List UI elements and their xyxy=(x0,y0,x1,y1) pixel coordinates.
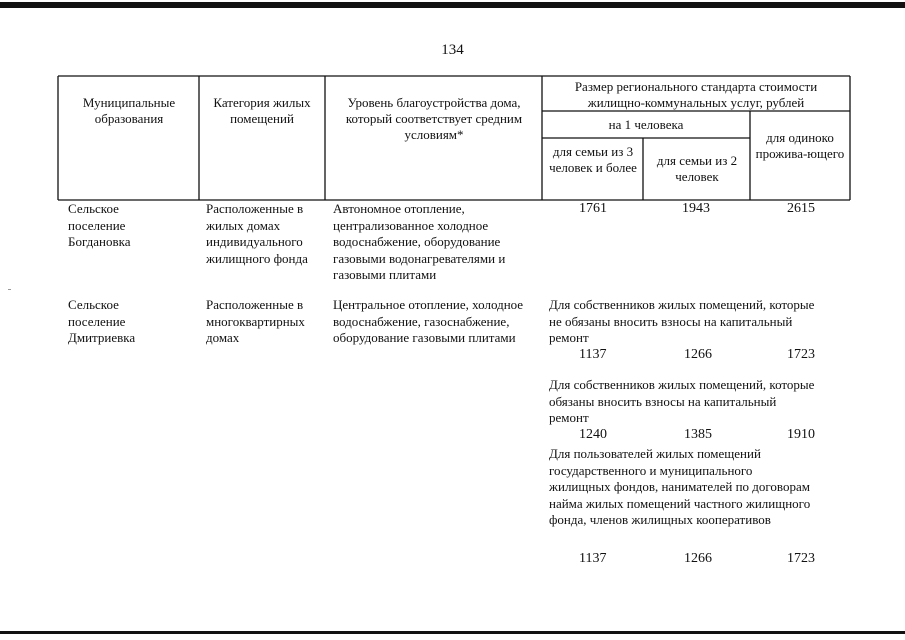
page-number: 134 xyxy=(441,42,464,58)
header-standard: Размер регионального стандарта стоимости жилищно-коммунальных услуг, рублей xyxy=(574,79,818,110)
header-amenity: Уровень благоустройства дома, который соответствует средним условиям* xyxy=(345,95,523,142)
row2-amenity: Центральное отопление, холодное водоснабжение, газоснабжение, оборудование газовыми плитами xyxy=(333,297,524,345)
row2-group2-value-family3: 1240 xyxy=(579,427,607,442)
row2-group2-value-family2: 1385 xyxy=(684,427,712,442)
row2-group1-note: Для собственников жилых помещений, которые не обязаны вносить взносы на капитальный ремонт xyxy=(549,297,815,345)
header-family-2: для семьи из 2 человек xyxy=(656,153,738,184)
row2-group1-value-family3: 1137 xyxy=(579,347,607,362)
row2-municipality: Сельское поселение Дмитриевка xyxy=(68,297,136,345)
header-per-person: на 1 человека xyxy=(608,117,684,132)
row2-group3-note: Для пользователей жилых помещений государственного и муниципального жилищных фондов, нанимателей по договорам найма жилых помещений частного жилищного фонда, членов жилищных кооперативов xyxy=(549,446,811,527)
row1-value-family2: 1943 xyxy=(682,201,710,216)
row2-group3-value-single: 1723 xyxy=(787,551,815,566)
header-family-3: для семьи из 3 человек и более xyxy=(549,144,637,175)
row2-category: Расположенные в многоквартирных домах xyxy=(206,297,305,345)
header-municipality: Муниципальные образования xyxy=(82,95,176,126)
row2-group3-value-family3: 1137 xyxy=(579,551,607,566)
row2-group2-value-single: 1910 xyxy=(787,427,815,442)
margin-tick xyxy=(8,289,11,290)
row2-group2-note: Для собственников жилых помещений, которые обязаны вносить взносы на капитальный ремонт xyxy=(549,377,815,425)
row1-category: Расположенные в жилых домах индивидуального жилищного фонда xyxy=(206,201,308,266)
bottom-rule xyxy=(0,631,905,634)
header-category: Категория жилых помещений xyxy=(213,95,311,126)
row1-value-single: 2615 xyxy=(787,201,815,216)
row2-group1-value-single: 1723 xyxy=(787,347,815,362)
row1-municipality: Сельское поселение Богдановка xyxy=(68,201,131,249)
row1-amenity: Автономное отопление, централизованное холодное водоснабжение, оборудование газовыми водонагревателями и газовыми плитами xyxy=(333,201,506,282)
header-single: для одиноко прожива-ющего xyxy=(755,130,845,161)
row1-value-family3: 1761 xyxy=(579,201,607,216)
row2-group3-value-family2: 1266 xyxy=(684,551,712,566)
row2-group1-value-family2: 1266 xyxy=(684,347,712,362)
